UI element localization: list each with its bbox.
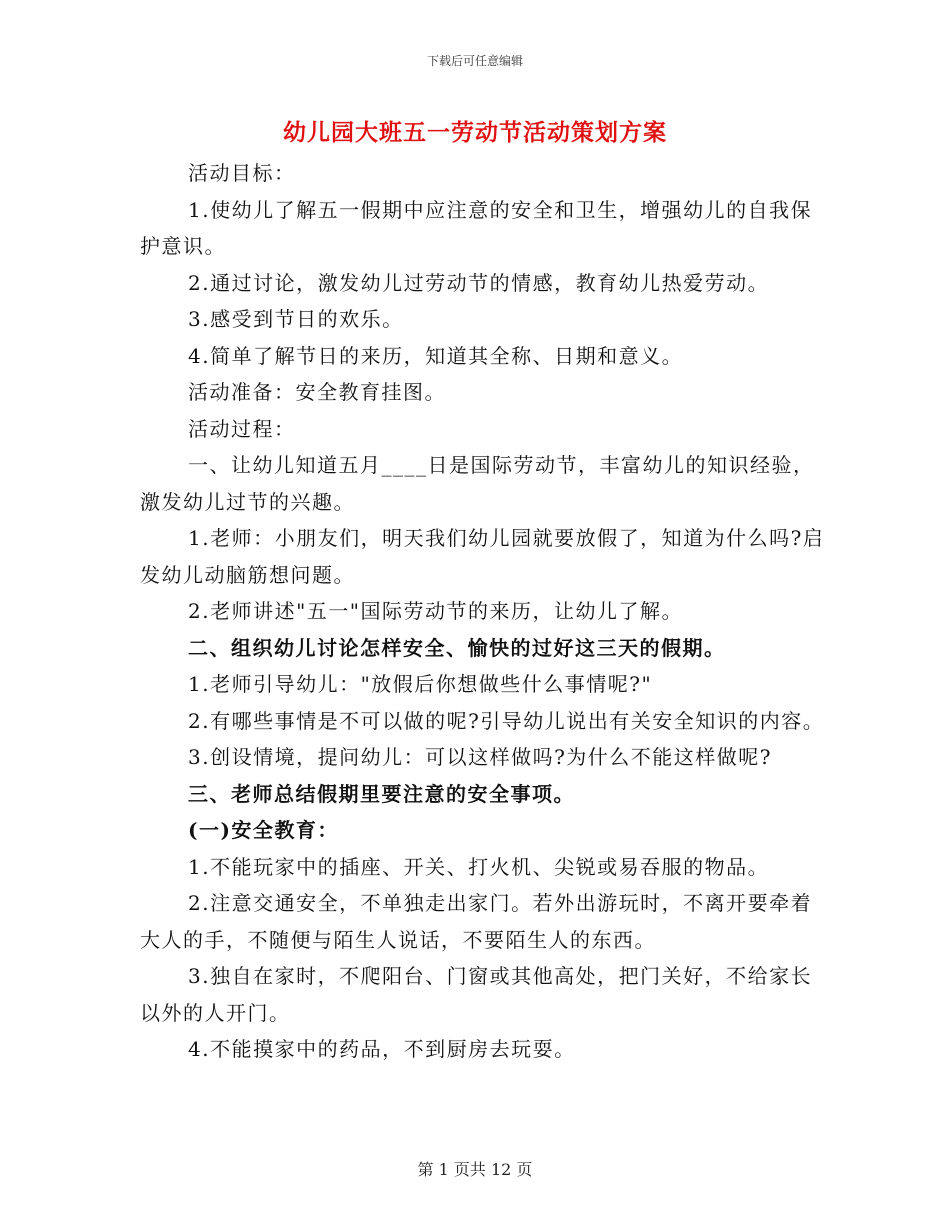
subsection-heading: (一)安全教育：	[188, 818, 339, 842]
section-heading: 二、组织幼儿讨论怎样安全、愉快的过好这三天的假期。	[188, 635, 726, 660]
paragraph: 2.通过讨论，激发幼儿过劳动节的情感，教育幼儿热爱劳动。	[188, 270, 770, 295]
paragraph: 活动过程：	[188, 416, 296, 441]
paragraph: 2.有哪些事情是不可以做的呢?引导幼儿说出有关安全知识的内容。	[188, 708, 825, 733]
paragraph: 1.不能玩家中的插座、开关、打火机、尖锐或易吞服的物品。	[188, 854, 770, 879]
paragraph: 1.老师引导幼儿："放假后你想做些什么事情呢?"	[188, 672, 653, 696]
paragraph: 3.感受到节日的欢乐。	[188, 307, 404, 331]
page-footer: 第 1 页共 12 页	[417, 1160, 533, 1179]
paragraph: 3.独自在家时，不爬阳台、门窗或其他高处，把门关好，不给家长以外的人开门。	[140, 964, 813, 1025]
paragraph: 2.老师讲述"五一"国际劳动节的来历，让幼儿了解。	[188, 599, 683, 623]
paragraph: 4.不能摸家中的药品，不到厨房去玩耍。	[188, 1037, 576, 1061]
paragraph: 1.老师：小朋友们，明天我们幼儿园就要放假了，知道为什么吗?启发幼儿动脑筋想问题。	[140, 526, 825, 587]
paragraph: 活动准备：安全教育挂图。	[188, 380, 446, 404]
paragraph: 1.使幼儿了解五一假期中应注意的安全和卫生，增强幼儿的自我保护意识。	[140, 197, 813, 258]
paragraph: 活动目标：	[188, 161, 296, 185]
paragraph: 2.注意交通安全，不单独走出家门。若外出游玩时，不离开要牵着大人的手，不随便与陌生人说话，不要陌生人的东西。	[140, 891, 813, 952]
paragraph: 4.简单了解节日的来历，知道其全称、日期和意义。	[188, 343, 684, 368]
paragraph: 一、让幼儿知道五月____日是国际劳动节，丰富幼儿的知识经验，激发幼儿过节的兴趣。	[140, 453, 815, 514]
document-title: 幼儿园大班五一劳动节活动策划方案	[283, 119, 667, 146]
header-note: 下载后可任意编辑	[426, 54, 523, 68]
paragraph: 3.创设情境，提问幼儿：可以这样做吗?为什么不能这样做呢?	[188, 745, 773, 769]
document-body	[140, 155, 830, 1068]
section-heading: 三、老师总结假期里要注意的安全事项。	[188, 781, 575, 806]
